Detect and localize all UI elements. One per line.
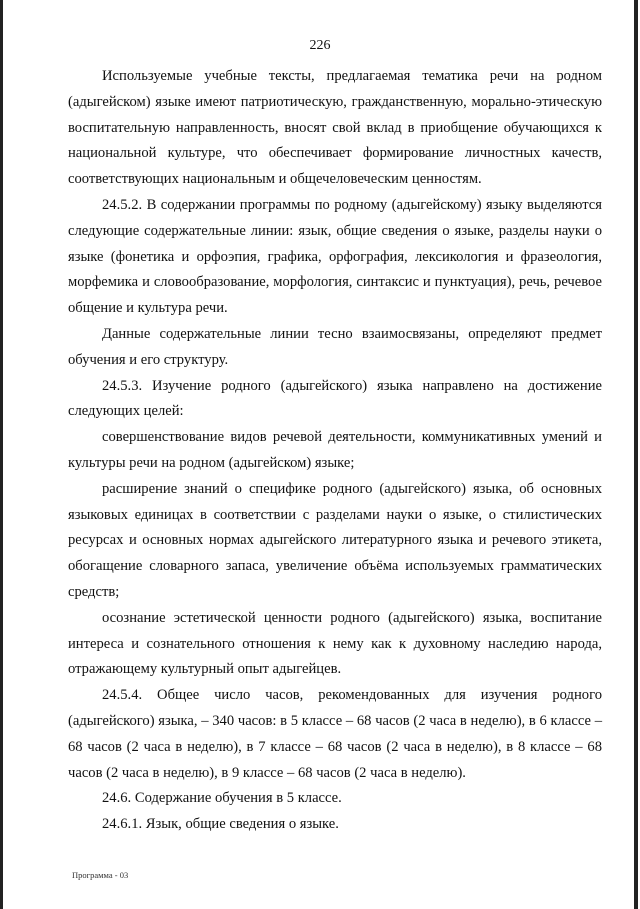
- paragraph-24-5-4: 24.5.4. Общее число часов, рекомендованных для изучения родного (адыгейского) языка, – 340 часов: в 5 классе – 68 часов (2 часа в неделю), в 6 классе – 68 часов (2 часа в неделю), в 7 классе – 68 часов (2 часа в неделю), в 8 классе – 68 часов (2 часа в неделю), в 9 классе – 68 часов (2 часа в неделю).: [68, 687, 602, 781]
- scan-border-right: [634, 0, 638, 909]
- goal-aesthetic-value: осознание эстетической ценности родного (адыгейского) языка, воспитание интереса и сознательного отношения к нему как к духовному наследию народа, отражающему культурный опыт адыгейцев.: [68, 609, 602, 678]
- page-footer: Программа - 03: [72, 870, 129, 880]
- paragraph-24-5-3: 24.5.3. Изучение родного (адыгейского) языка направлено на достижение следующих целей:: [68, 377, 602, 420]
- paragraph-24-5-2: 24.5.2. В содержании программы по родному (адыгейскому) языку выделяются следующие содержательные линии: язык, общие сведения о языке, разделы науки о языке (фонетика и орфоэпия, графика, орфография, лексикология и фразеология, морфемика и словообразование, морфология, синтаксис и пунктуация), речь, речевое общение и культура речи.: [68, 196, 602, 317]
- heading-24-6: 24.6. Содержание обучения в 5 классе.: [102, 790, 342, 807]
- goal-knowledge-expansion: расширение знаний о специфике родного (адыгейского) языка, об основных языковых единицах в соответствии с разделами науки о языке, о стилистических ресурсах и основных нормах адыгейского литературного языка и речевого этикета, обогащение словарного запаса, увеличение объёма используемых грамматических средств;: [68, 480, 602, 600]
- document-body: [68, 64, 602, 838]
- page-number: 226: [309, 38, 331, 53]
- paragraph-content-lines: Данные содержательные линии тесно взаимосвязаны, определяют предмет обучения и его структуру.: [68, 325, 602, 368]
- heading-24-6-1: 24.6.1. Язык, общие сведения о языке.: [102, 816, 339, 833]
- paragraph-texts-orientation: Используемые учебные тексты, предлагаемая тематика речи на родном (адыгейском) языке имеют патриотическую, гражданственную, морально-этическую воспитательную направленность, вносят свой вклад в приобщение обучающихся к национальной культуре, что обеспечивает формирование личностных качеств, соответствующих национальным и общечеловеческим ценностям.: [68, 68, 602, 188]
- goal-speech-activity: совершенствование видов речевой деятельности, коммуникативных умений и культуры речи на родном (адыгейском) языке;: [68, 429, 602, 471]
- scan-border-left: [0, 0, 3, 909]
